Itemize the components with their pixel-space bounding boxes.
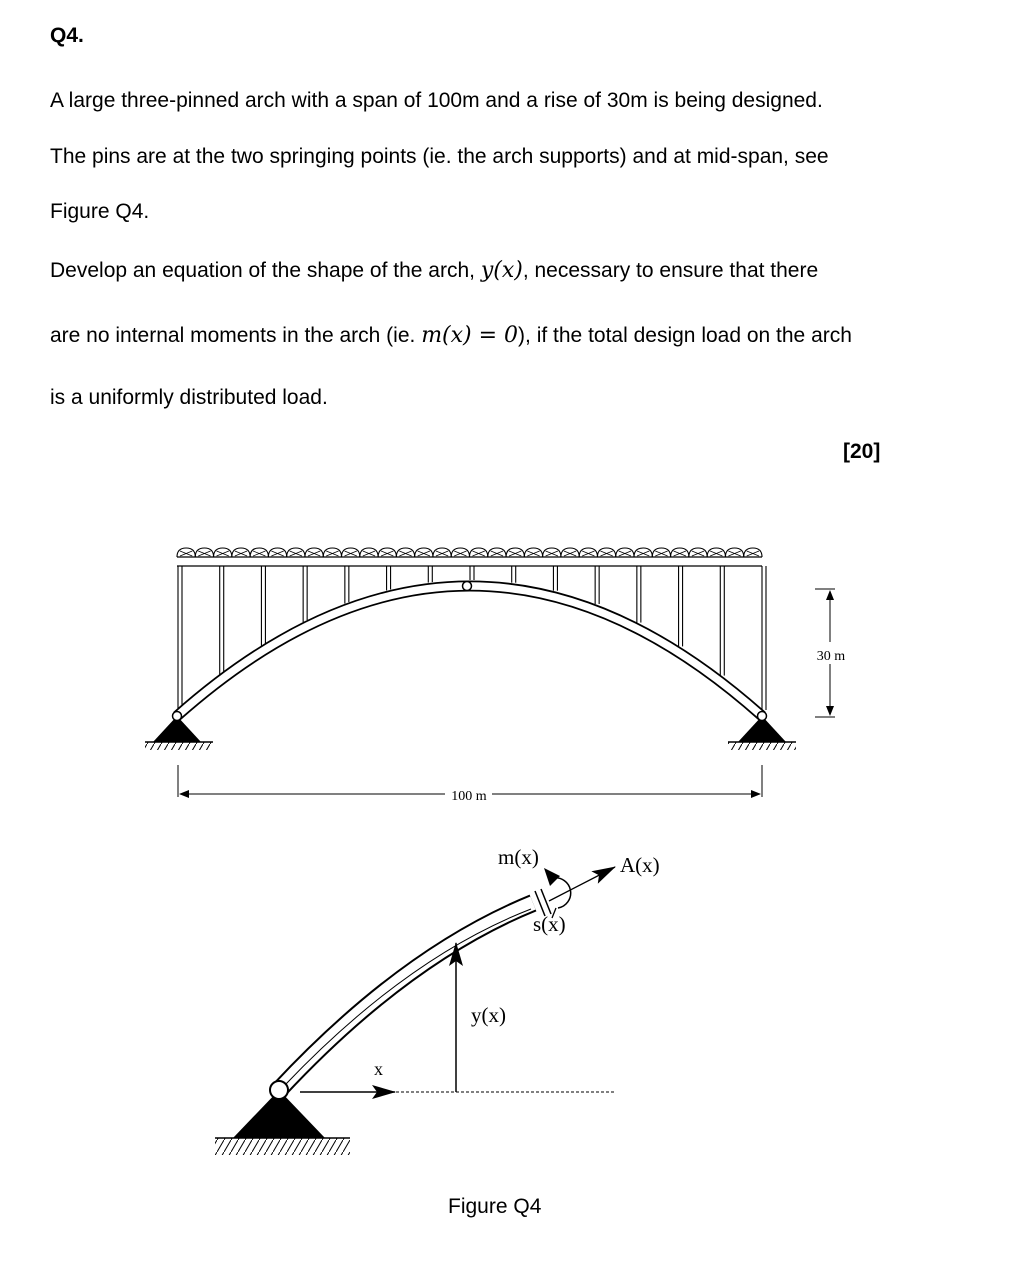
load-arc-hatch	[692, 551, 704, 556]
marks-label: [20]	[843, 440, 881, 463]
load-arc-hatch	[473, 551, 485, 556]
equals-zero-math: = 0	[471, 323, 519, 348]
m-of-x-math: m(x)	[421, 323, 472, 348]
load-arc-hatch	[491, 551, 503, 556]
load-arc-hatch	[381, 551, 393, 556]
moment-label: m(x)	[498, 845, 539, 869]
load-arc-hatch	[747, 551, 759, 556]
fbd-pin	[270, 1081, 288, 1099]
load-arc	[378, 548, 396, 557]
axial-force-label: A(x)	[620, 853, 660, 877]
free-body-diagram	[215, 845, 660, 1155]
load-arc	[470, 548, 488, 557]
question-text-line-6: is a uniformly distributed load.	[50, 386, 328, 409]
line-5-text-end: ), if the total design load on the arch	[518, 324, 852, 347]
load-arc-hatch	[527, 551, 539, 556]
load-arc-hatch	[509, 551, 521, 556]
rise-label: 30 m	[816, 649, 846, 664]
load-arc-hatch	[271, 551, 283, 556]
load-arc	[268, 548, 286, 557]
load-arc	[287, 548, 305, 557]
load-arc-hatch	[454, 551, 466, 556]
line-4-text-end: , necessary to ensure that there	[522, 259, 819, 282]
load-arc-hatch	[290, 551, 302, 556]
load-arc-hatch	[198, 551, 210, 556]
load-arc-hatch	[582, 551, 594, 556]
left-support	[145, 712, 213, 751]
load-arc	[543, 548, 561, 557]
y-of-x-math: y(x)	[480, 258, 523, 283]
span-label: 100 m	[451, 789, 487, 804]
load-arc	[671, 548, 689, 557]
moment-arrow	[553, 878, 571, 908]
load-arc-hatch	[217, 551, 229, 556]
x-label: x	[374, 1059, 383, 1079]
load-arc	[616, 548, 634, 557]
load-arc-hatch	[674, 551, 686, 556]
figure-caption: Figure Q4	[448, 1195, 542, 1218]
arch-rib-inner	[177, 586, 762, 716]
load-arc	[488, 548, 506, 557]
load-arc-hatch	[637, 551, 649, 556]
load-arc	[579, 548, 597, 557]
load-arc-hatch	[728, 551, 740, 556]
load-arc	[597, 548, 615, 557]
line-4-text-start: Develop an equation of the shape of the arch,	[50, 259, 481, 282]
load-arc	[689, 548, 707, 557]
fbd-arch-rib-outer	[279, 903, 533, 1090]
load-arc	[360, 548, 378, 557]
load-arc	[634, 548, 652, 557]
crown-pin	[463, 582, 472, 591]
load-arc-hatch	[436, 551, 448, 556]
load-arc	[195, 548, 213, 557]
distributed-load	[177, 548, 762, 557]
question-number: Q4.	[50, 24, 84, 47]
span-dimension	[178, 765, 762, 804]
deck	[177, 557, 762, 566]
moment-arrowhead	[544, 868, 560, 886]
load-arc	[214, 548, 232, 557]
rise-dimension	[815, 589, 845, 717]
load-arc-hatch	[363, 551, 375, 556]
load-arc	[232, 548, 250, 557]
load-arc	[396, 548, 414, 557]
load-arc-hatch	[308, 551, 320, 556]
load-arc-hatch	[418, 551, 430, 556]
load-arc-hatch	[546, 551, 558, 556]
question-text-line-1: A large three-pinned arch with a span of 100m and a rise of 30m is being designed.	[50, 89, 823, 112]
load-arc-hatch	[345, 551, 357, 556]
load-arc-hatch	[600, 551, 612, 556]
question-text-line-3: Figure Q4.	[50, 200, 150, 223]
load-arc	[451, 548, 469, 557]
right-support	[728, 712, 796, 751]
load-arc-hatch	[564, 551, 576, 556]
load-arc	[415, 548, 433, 557]
load-arc	[506, 548, 524, 557]
load-arc	[561, 548, 579, 557]
line-5-text-start: are no internal moments in the arch (ie.	[50, 324, 422, 347]
question-text-line-2: The pins are at the two springing points (ie. the arch supports) and at mid-span, see	[50, 145, 829, 168]
load-arc-hatch	[326, 551, 338, 556]
load-arc-hatch	[253, 551, 265, 556]
load-arc	[250, 548, 268, 557]
height-label: y(x)	[471, 1003, 506, 1027]
load-arc-hatch	[619, 551, 631, 556]
load-arc	[524, 548, 542, 557]
load-arc-hatch	[655, 551, 667, 556]
load-arc	[725, 548, 743, 557]
fbd-support	[215, 1090, 350, 1155]
load-arc-hatch	[399, 551, 411, 556]
load-arc	[707, 548, 725, 557]
axial-force-arrow	[549, 867, 615, 901]
load-arc-hatch	[180, 551, 192, 556]
load-arc-hatch	[235, 551, 247, 556]
load-arc	[652, 548, 670, 557]
load-arc	[177, 548, 195, 557]
load-arc-hatch	[710, 551, 722, 556]
load-arc	[744, 548, 762, 557]
shear-label: s(x)	[533, 912, 566, 936]
load-arc	[342, 548, 360, 557]
load-arc	[323, 548, 341, 557]
load-arc	[305, 548, 323, 557]
arch-elevation	[145, 548, 845, 804]
load-arc	[433, 548, 451, 557]
